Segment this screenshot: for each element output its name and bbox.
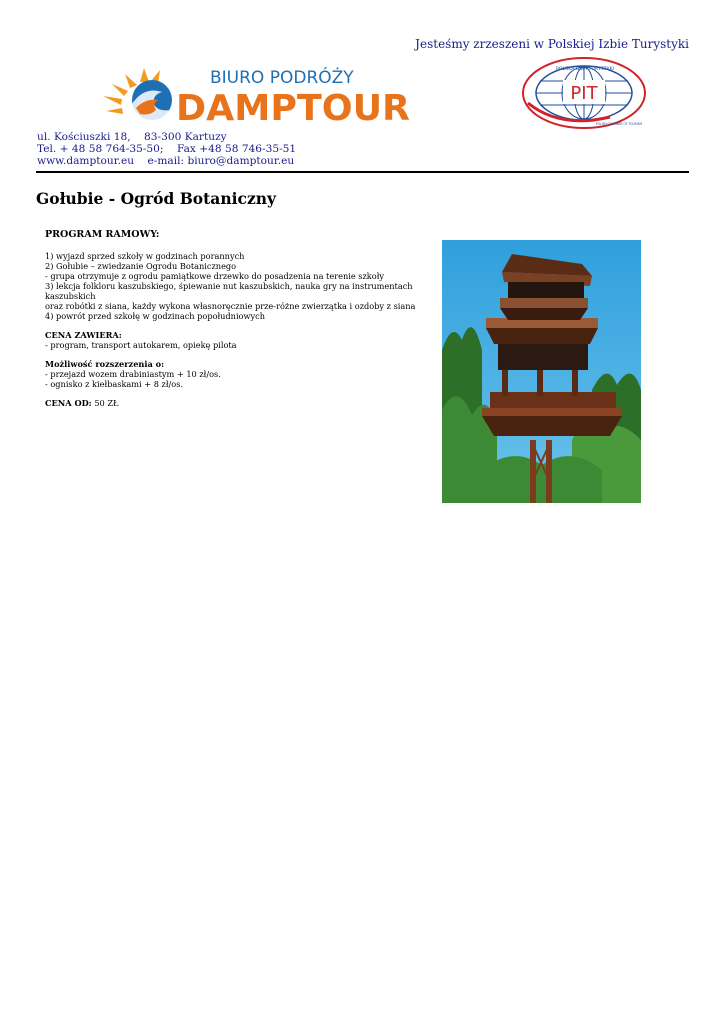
extension-item: - ognisko z kiełbaskami + 8 zł/os. — [45, 379, 184, 389]
program-item: oraz robótki z siana, każdy wykona własnoręcznie prze-różne zwierzątka i ozdoby z siana — [45, 301, 416, 311]
svg-text:PIT — [570, 83, 598, 104]
pit-ring-text-en: POLISH CHAMBER OF TOURISM — [596, 122, 642, 126]
observation-tower-photo — [442, 240, 641, 503]
logo-line1: BIURO PODRÓŻY — [210, 68, 354, 88]
contact-address: ul. Kościuszki 18, 83-300 Kartuzy — [37, 131, 227, 143]
contact-web[interactable]: www.damptour.eu e-mail: biuro@damptour.eu — [37, 155, 295, 167]
damptour-logo — [100, 64, 412, 126]
logo-line2: DAMPTOUR — [176, 88, 410, 126]
price-includes-heading: CENA ZAWIERA: — [45, 330, 122, 340]
page-title: Gołubie - Ogród Botaniczny — [36, 189, 277, 208]
header-divider — [36, 171, 689, 173]
price-section — [45, 398, 440, 408]
offer-content — [45, 230, 440, 408]
program-heading: PROGRAM RAMOWY: — [45, 229, 160, 240]
extension-item: - przejazd wozem drabiniastym + 10 zł/os. — [45, 369, 221, 379]
program-item: 1) wyjazd sprzed szkoły w godzinach porannych — [45, 251, 245, 261]
price-includes-section — [45, 330, 440, 350]
svg-text:DAMPTOUR — [176, 88, 410, 126]
program-item: 4) powrót przed szkołę w godzinach popołudniowych — [45, 311, 265, 321]
price-label: CENA OD: — [45, 398, 92, 408]
contact-phones: Tel. + 48 58 764-35-50; Fax +48 58 746-35-51 — [37, 143, 297, 155]
price-value: 50 ZŁ — [94, 398, 119, 408]
svg-text:POLISH CHAMBER OF TOURISM — [596, 122, 642, 126]
svg-text:POLSKA IZBA TURYSTYKI — [556, 66, 614, 71]
extensions-section — [45, 359, 440, 389]
contact-block — [37, 131, 296, 167]
pit-membership-text: Jesteśmy zrzeszeni w Polskiej Izbie Turystyki — [415, 37, 689, 51]
program-item: - grupa otrzymuje z ogrodu pamiątkowe drzewko do posadzenia na terenie szkoły — [45, 271, 384, 281]
program-item: 2) Gołubie – zwiedzanie Ogrodu Botanicznego — [45, 261, 237, 271]
wave-icon — [132, 80, 172, 120]
svg-text:BIURO PODRÓŻY — [210, 66, 354, 88]
pit-ring-text: POLSKA IZBA TURYSTYKI — [556, 66, 614, 71]
extensions-heading: Możliwość rozszerzenia o: — [45, 359, 165, 369]
price-includes-text: - program, transport autokarem, opiekę pilota — [45, 340, 237, 350]
pit-abbr: PIT — [570, 83, 598, 104]
pit-logo — [520, 55, 648, 131]
program-item: 3) lekcja folkloru kaszubskiego, śpiewanie nut kaszubskich, nauka gry na instrumentach kaszubskich — [45, 281, 413, 301]
